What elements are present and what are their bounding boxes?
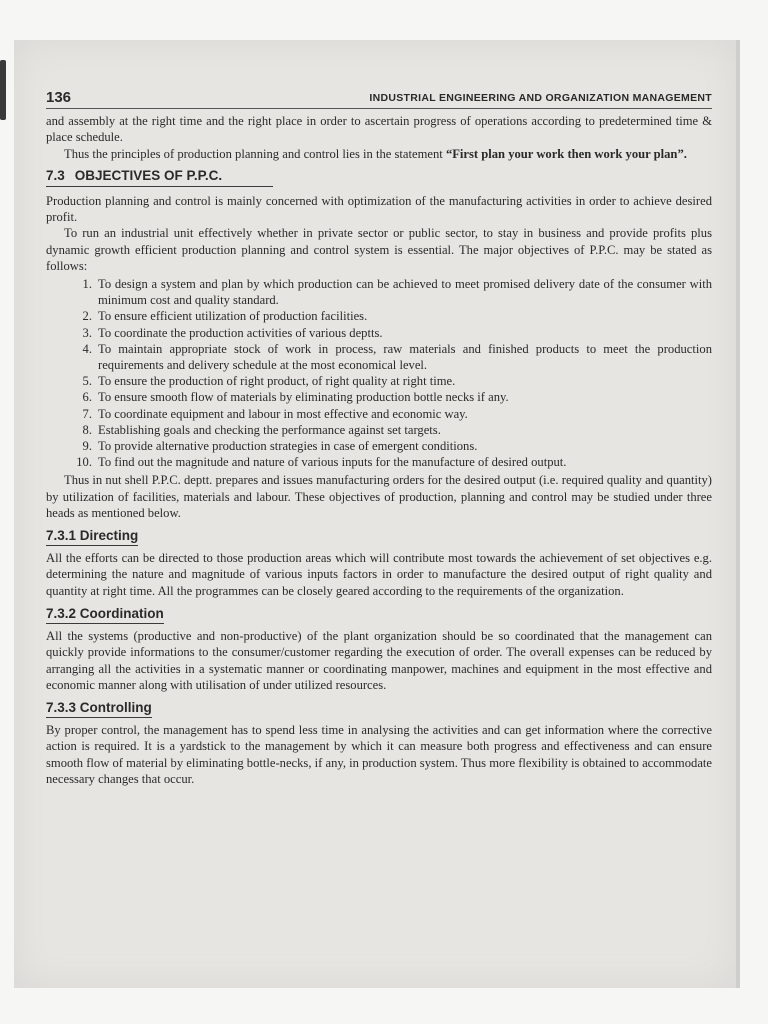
objective-item	[66, 308, 712, 324]
subsection-text-directing: All the efforts can be directed to those production areas which will contribute most towards the achievement of set objectives e.g. determining the nature and magnitude of various inputs factors in order to manufacture the desired output of right quality and quantity at right time. All the programmes can be closely geared according to the requirements of the organization.	[46, 551, 712, 598]
item-number: 6.	[82, 390, 92, 405]
item-text: To find out the magnitude and nature of various inputs for the manufacture of desired output.	[98, 455, 567, 470]
item-number: 1.	[82, 277, 92, 292]
intro-principle-paragraph	[46, 146, 712, 162]
item-text: Establishing goals and checking the performance against set targets.	[98, 422, 441, 437]
principle-text: Thus the principles of production planning and control lies in the statement	[64, 146, 446, 161]
item-number: 7.	[82, 406, 92, 421]
objectives-list	[46, 276, 712, 470]
subsection-text-controlling: By proper control, the management has to spend less time in analysing the activities and can get information where the corrective action is required. It is a yardstick to the management by which it can measure both progress and effectiveness and can ensure smooth flow of material by eliminating bottle-necks, if any, in production system. Thus more flexibility is obtained to accommodate necessary changes that occur.	[46, 723, 712, 786]
item-text: To ensure smooth flow of materials by eliminating production bottle necks if any.	[98, 390, 509, 405]
section-paragraph-2: To run an industrial unit effectively whether in private sector or public sector, to stay in business and provide profits plus dynamic growth efficient production planning and control system is essential. The major objectives of P.P.C. may be stated as follows:	[46, 226, 712, 273]
page-content	[46, 90, 712, 787]
item-text: To coordinate equipment and labour in most effective and economic way.	[98, 406, 468, 421]
item-text: To ensure efficient utilization of production facilities.	[98, 309, 368, 324]
item-number: 9.	[82, 439, 92, 454]
page-number: 136	[46, 89, 72, 106]
objective-item	[66, 373, 712, 389]
item-number: 4.	[82, 341, 92, 356]
item-text: To maintain appropriate stock of work in process, raw materials and finished products to meet the production requirements and delivery schedule at the most economical level.	[98, 341, 712, 373]
item-number: 5.	[82, 374, 92, 389]
section-number: 7.3	[46, 167, 65, 183]
intro-paragraph: and assembly at the right time and the right place in order to ascertain progress of operations according to predetermined time & place schedule.	[46, 114, 712, 145]
page-edge	[736, 40, 740, 988]
objective-item	[66, 341, 712, 373]
running-head: INDUSTRIAL ENGINEERING AND ORGANIZATION MANAGEMENT	[369, 92, 712, 104]
objective-item	[66, 276, 712, 308]
objective-item	[66, 389, 712, 405]
section-paragraph-1: Production planning and control is mainly concerned with optimization of the manufacturing activities in order to achieve desired profit.	[46, 194, 712, 225]
subsection-text-coordination: All the systems (productive and non-productive) of the plant organization should be so coordinated that the management can quickly provide informations to the consumer/customer regarding the execution of order. The overall expenses can be reduced by arranging all the activities in a systematic manner or coordinating manpower, machines and equipment in the most effective and economic manner along with utilisation of under utilized resources.	[46, 629, 712, 692]
item-text: To provide alternative production strategies in case of emergent conditions.	[98, 439, 478, 454]
item-number: 3.	[82, 325, 92, 340]
item-text: To ensure the production of right product, of right quality at right time.	[98, 374, 456, 389]
page-header	[46, 90, 712, 109]
principle-quote: “First plan your work then work your plan”.	[445, 146, 687, 161]
subsection-heading-directing: 7.3.1 Directing	[46, 528, 138, 546]
section-heading	[46, 168, 273, 187]
binding-clip	[0, 60, 6, 120]
section-title: OBJECTIVES OF P.P.C.	[74, 167, 223, 183]
objective-item	[66, 438, 712, 454]
objective-item	[66, 454, 712, 470]
objective-item	[66, 325, 712, 341]
objective-item	[66, 422, 712, 438]
subsection-heading-coordination: 7.3.2 Coordination	[46, 606, 164, 624]
item-number: 8.	[82, 422, 92, 437]
item-text: To coordinate the production activities of various deptts.	[98, 325, 383, 340]
item-number: 2.	[82, 309, 92, 324]
section-paragraph-3: Thus in nut shell P.P.C. deptt. prepares and issues manufacturing orders for the desired output (i.e. required quality and quantity) by utilization of facilities, materials and labour. These objectives of production, planning and control may be studied under three heads as mentioned below.	[46, 473, 712, 520]
item-text: To design a system and plan by which production can be achieved to meet promised delivery date of the consumer with minimum cost and quality standard.	[98, 277, 712, 308]
objective-item	[66, 406, 712, 422]
subsection-heading-controlling: 7.3.3 Controlling	[46, 700, 152, 718]
item-number: 10.	[76, 455, 92, 470]
